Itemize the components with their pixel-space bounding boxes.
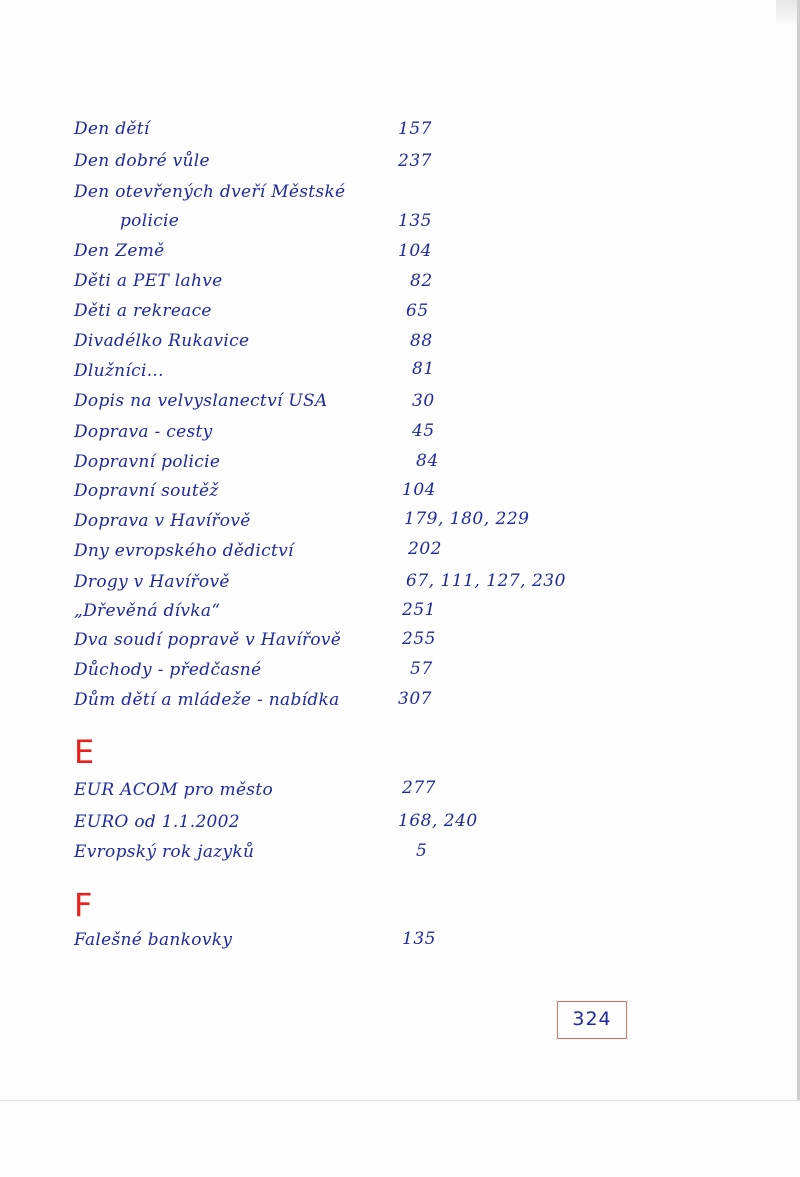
index-term: Dopravní soutěž (74, 481, 219, 501)
index-pages: 135 (398, 211, 432, 231)
index-pages: 30 (412, 391, 435, 411)
index-term: Evropský rok jazyků (74, 842, 255, 862)
index-term: EUR ACOM pro město (74, 780, 273, 800)
index-term: Děti a rekreace (74, 301, 212, 321)
index-pages: 135 (402, 929, 436, 949)
index-term: Falešné bankovky (74, 930, 233, 950)
index-term: Doprava - cesty (74, 422, 213, 442)
index-pages: 157 (398, 119, 432, 139)
index-pages: 202 (408, 539, 442, 559)
index-pages: 168, 240 (398, 811, 478, 831)
index-term: Dlužníci... (74, 361, 164, 381)
index-term: Divadélko Rukavice (74, 331, 250, 351)
index-term: Dopravní policie (74, 452, 221, 472)
index-term: Dům dětí a mládeže - nabídka (74, 690, 340, 710)
index-pages: 251 (402, 600, 436, 620)
index-pages: 65 (406, 301, 429, 321)
section-letter-f: F (74, 886, 93, 924)
index-pages: 104 (402, 480, 436, 500)
page-number: 324 (572, 1008, 612, 1030)
index-pages: 277 (402, 778, 436, 798)
index-pages: 67, 111, 127, 230 (406, 571, 566, 591)
index-pages: 255 (402, 629, 436, 649)
index-term: EURO od 1.1.2002 (74, 812, 240, 832)
index-term: Den dobré vůle (74, 151, 210, 171)
index-term: Den dětí (74, 119, 150, 139)
index-pages: 57 (410, 659, 433, 679)
index-term: Dva soudí popravě v Havířově (74, 630, 342, 650)
scan-bottom-line (0, 1100, 800, 1101)
index-pages: 82 (410, 271, 433, 291)
index-term: Důchody - předčasné (74, 660, 262, 680)
index-term: Dny evropského dědictví (74, 541, 294, 561)
index-term: Děti a PET lahve (74, 271, 223, 291)
index-pages: 88 (410, 331, 433, 351)
index-pages: 45 (412, 421, 435, 441)
index-term: Drogy v Havířově (74, 572, 230, 592)
index-term: „Dřevěná dívka“ (74, 601, 221, 621)
index-pages: 81 (412, 359, 435, 379)
index-term: Doprava v Havířově (74, 511, 251, 531)
index-term: Den otevřených dveří Městské (74, 182, 346, 202)
index-term: Den Země (74, 241, 165, 261)
index-pages: 237 (398, 151, 432, 171)
section-letter-e: E (74, 733, 95, 771)
page-number-box (557, 1001, 627, 1039)
index-pages: 84 (416, 451, 439, 471)
index-term: Dopis na velvyslanectví USA (74, 391, 328, 411)
index-pages: 179, 180, 229 (404, 509, 530, 529)
index-pages: 5 (416, 841, 428, 861)
index-pages: 307 (398, 689, 432, 709)
index-pages: 104 (398, 241, 432, 261)
index-term: policie (120, 211, 180, 231)
